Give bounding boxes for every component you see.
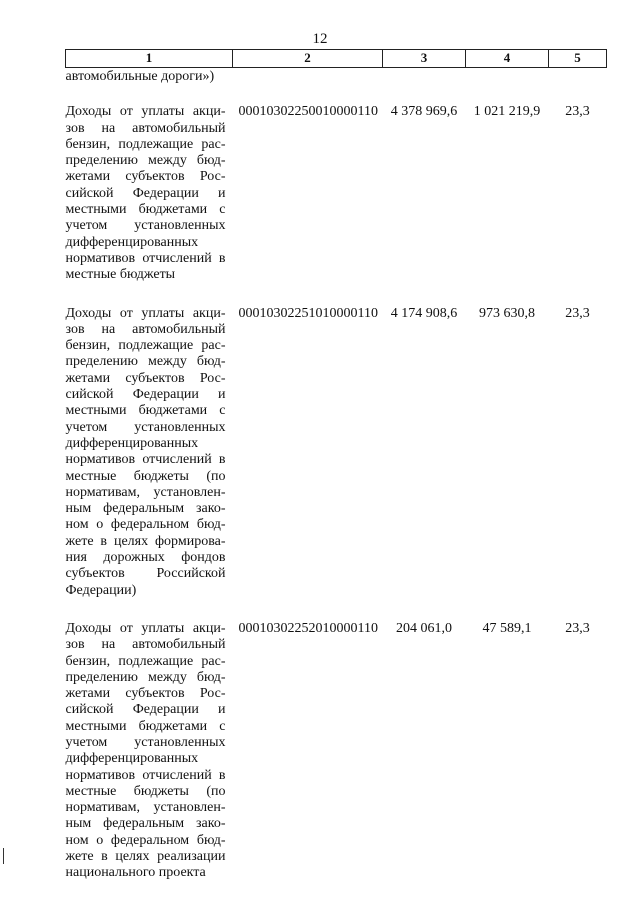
header-col-1: 1	[66, 50, 233, 68]
description-line: дифференцированных	[65, 435, 199, 451]
row-code: 00010302251010000110	[238, 305, 378, 321]
row-value-col5: 23,3	[565, 305, 590, 321]
table-body	[66, 68, 607, 904]
continuation-row	[66, 68, 607, 105]
description-line: учетом установленных	[65, 218, 226, 234]
description-line: пределению между бюд-	[65, 153, 226, 169]
row-value-col3: 4 378 969,6	[390, 104, 458, 120]
description-line: местные бюджеты (по	[65, 468, 226, 484]
description-line: нормативов отчислений в	[65, 767, 226, 783]
description-line: национального проекта	[65, 865, 206, 881]
description-line: пределению между бюд-	[65, 354, 226, 370]
description-line: Доходы от уплаты акци-	[65, 620, 226, 636]
row-description	[66, 621, 233, 904]
description-line: субъектов Российской	[65, 566, 226, 582]
row-description	[66, 104, 233, 305]
description-line: нормативам, установлен-	[65, 800, 226, 816]
header-col-2: 2	[233, 50, 383, 68]
description-line: жете в целях формирова-	[65, 533, 226, 549]
description-line: нормативов отчислений в	[65, 452, 226, 468]
row-code: 00010302250010000110	[238, 104, 378, 120]
description-line: зов на автомобильный	[65, 120, 226, 136]
page-number: 12	[312, 31, 328, 47]
table-row	[66, 306, 607, 621]
description-line: жетами субъектов Рос-	[65, 169, 226, 185]
margin-mark	[3, 848, 4, 864]
description-line: местными бюджетами с	[65, 202, 226, 218]
description-line: дифференцированных	[65, 751, 199, 767]
description-line: местные бюджеты (по	[65, 783, 226, 799]
budget-table	[65, 49, 607, 904]
description-line: ния дорожных фондов	[65, 550, 226, 566]
description-line: жетами субъектов Рос-	[65, 686, 226, 702]
header-col-4: 4	[466, 50, 549, 68]
description-line: бензин, подлежащие рас-	[65, 653, 226, 669]
description-line: жете в целях реализации	[65, 849, 226, 865]
description-line: зов на автомобильный	[65, 321, 226, 337]
description-line: ном о федеральном бюд-	[65, 832, 226, 848]
continuation-text: автомобильные дороги»)	[65, 69, 215, 84]
description-line: нормативам, установлен-	[65, 484, 226, 500]
row-value-col5: 23,3	[565, 620, 590, 636]
description-line: местными бюджетами с	[65, 403, 226, 419]
description-line: жетами субъектов Рос-	[65, 370, 226, 386]
description-line: бензин, подлежащие рас-	[65, 338, 226, 354]
table-row	[66, 104, 607, 305]
header-col-5: 5	[549, 50, 607, 68]
description-line: ном о федеральном бюд-	[65, 517, 226, 533]
row-value-col4: 47 589,1	[482, 620, 532, 636]
description-line: зов на автомобильный	[65, 637, 226, 653]
row-value-col5: 23,3	[565, 104, 590, 120]
header-col-3: 3	[383, 50, 466, 68]
description-line: сийской Федерации и	[65, 387, 226, 403]
row-value-col4: 1 021 219,9	[473, 104, 541, 120]
description-line: ным федеральным зако-	[65, 501, 226, 517]
description-line: Доходы от уплаты акци-	[65, 104, 226, 120]
row-value-col4: 973 630,8	[479, 305, 535, 321]
description-line: бензин, подлежащие рас-	[65, 136, 226, 152]
description-line: Доходы от уплаты акци-	[65, 305, 226, 321]
description-line: местными бюджетами с	[65, 718, 226, 734]
description-line: учетом установленных	[65, 734, 226, 750]
description-line: сийской Федерации и	[65, 702, 226, 718]
description-line: учетом установленных	[65, 419, 226, 435]
description-line: дифференцированных	[65, 234, 199, 250]
row-value-col3: 4 174 908,6	[390, 305, 458, 321]
header-row	[66, 50, 607, 68]
row-code: 00010302252010000110	[238, 620, 378, 636]
description-line: ным федеральным зако-	[65, 816, 226, 832]
description-line: сийской Федерации и	[65, 185, 226, 201]
table-row	[66, 621, 607, 904]
description-line: местные бюджеты	[65, 267, 176, 283]
description-line: Федерации)	[65, 582, 137, 598]
row-description	[66, 306, 233, 621]
description-line: нормативов отчислений в	[65, 250, 226, 266]
description-line: пределению между бюд-	[65, 669, 226, 685]
row-value-col3: 204 061,0	[396, 620, 452, 636]
